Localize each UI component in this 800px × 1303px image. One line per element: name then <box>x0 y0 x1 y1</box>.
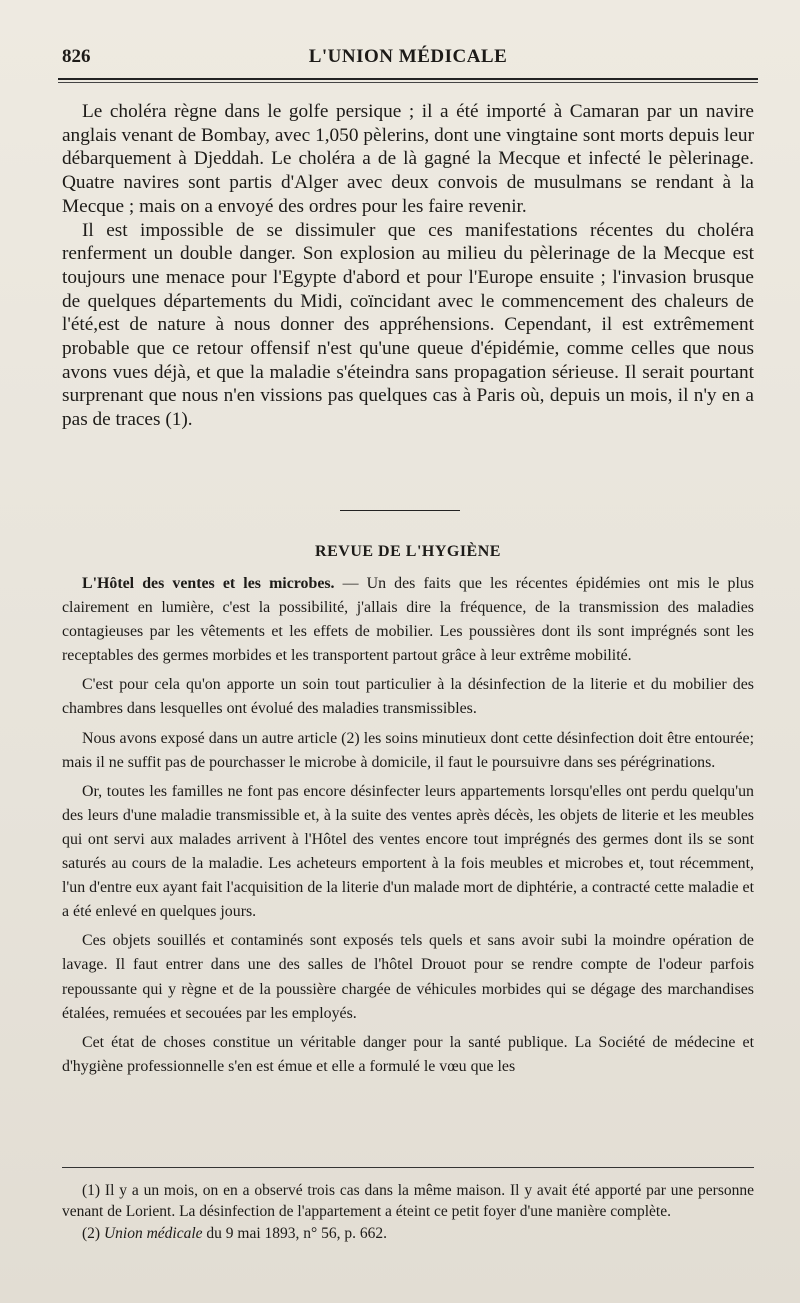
footnotes <box>62 1180 754 1244</box>
footnote-2-prefix: (2) <box>82 1224 104 1242</box>
paragraph: C'est pour cela qu'on apporte un soin tout particulier à la désinfection de la literie et du mobilier des chambres dans lesquelles ont évolué des maladies transmissibles. <box>62 676 754 718</box>
journal-title: Union médicale <box>103 1224 203 1242</box>
section-separator <box>340 510 460 511</box>
paragraph <box>62 572 754 668</box>
paragraph: Nous avons exposé dans un autre article (2) les soins minutieux dont cette désinfection doit être entourée; mais il ne suffit pas de pourchasser le microbe à domicile, il faut le poursuivre dans ses pérégrinations. <box>62 729 754 771</box>
footnote-rule <box>62 1167 754 1168</box>
page-header <box>62 46 754 74</box>
subheading: L'Hôtel des ventes et les microbes. <box>82 575 335 592</box>
header-rule <box>58 78 758 80</box>
section-heading: REVUE DE L'HYGIÈNE <box>315 543 501 560</box>
paragraph: Or, toutes les familles ne font pas encore désinfecter leurs appartements lorsqu'elles ont perdu quelqu'un des leurs d'une maladie transmissible et, à la suite des ventes après décès, les objets de literie et les meubles qui ont servi aux malades arrivent à l'Hôtel des ventes encore tout imprégnés des germes dont ils se sont saturés au cours de la maladie. Les acheteurs emportent à la fois meubles et microbes et, tout récemment, l'un d'entre eux ayant fait l'acquisition de la literie d'un malade mort de diphtérie, a contracté cette maladie et a été enlevé en quelques jours. <box>62 782 754 921</box>
cholera-article <box>62 100 754 432</box>
paragraph: Il est impossible de se dissimuler que ces manifestations récentes du choléra renferment un double danger. Son explosion au milieu du pèlerinage de la Mecque est toujours une menace pour l'Egypte d'abord et pour l'Europe ensuite ; l'invasion brusque de quelques départements du Midi, coïncidant avec le commencement des chaleurs de l'été,est de nature à nous donner des appréhensions. Cependant, il est extrêmement probable que ce retour offensif n'est qu'une queue d'épidémie, comme celles que nous avons vues déjà, et que la maladie s'éteindra sans propagation sérieuse. Il serait pourtant surprenant que nous n'en vissions pas quelques cas à Paris où, depuis un mois, il n'y en a pas de traces (1). <box>62 219 754 431</box>
paragraph: Cet état de choses constitue un véritable danger pour la santé publique. La Société de médecine et d'hygiène professionnelle s'en est émue et elle a formulé le vœu que les <box>62 1033 754 1075</box>
paragraph: Ces objets souillés et contaminés sont exposés tels quels et sans avoir subi la moindre opération de lavage. Il faut entrer dans une des salles de l'hôtel Drouot pour se rendre compte de l'odeur parfois repoussante qui y règne et de la poussière chargée de véhicules morbides qui se dégage des marchandises étalées, remuées et secouées par les employés. <box>62 932 754 1022</box>
running-title: L'UNION MÉDICALE <box>308 46 508 67</box>
paragraph-text: — Un des faits que les récentes épidémies ont mis le plus clairement en lumière, c'est la possibilité, j'allais dire la fréquence, de la transmission des maladies contagieuses par les vêtements et les effets de mobilier. Les poussières dont ils sont imprégnés sont les receptables des germes morbides et les transportent partout grâce à leur extrême mobilité. <box>62 575 754 665</box>
header-rule-thin <box>58 82 758 83</box>
footnote-2-citation: du 9 mai 1893, n° 56, p. 662. <box>202 1224 387 1242</box>
footnote-1: (1) Il y a un mois, on en a observé trois cas dans la même maison. Il y avait été apporté par une personne venant de Lorient. La désinfection de l'appartement a éteint ce petit foyer d'une manière complète. <box>62 1182 754 1221</box>
page-number: 826 <box>62 46 91 67</box>
footnote-2 <box>62 1223 754 1244</box>
paragraph: Le choléra règne dans le golfe persique ; il a été importé à Camaran par un navire anglais venant de Bombay, avec 1,050 pèlerins, dont une vingtaine sont morts depuis leur débarquement à Djeddah. Le choléra a de là gagné la Mecque et infecté le pèlerinage. Quatre navires sont partis d'Alger avec deux convois de musulmans se rendant à la Mecque ; mais on a envoyé des ordres pour les faire revenir. <box>62 101 754 217</box>
hygiene-review <box>62 572 754 1084</box>
